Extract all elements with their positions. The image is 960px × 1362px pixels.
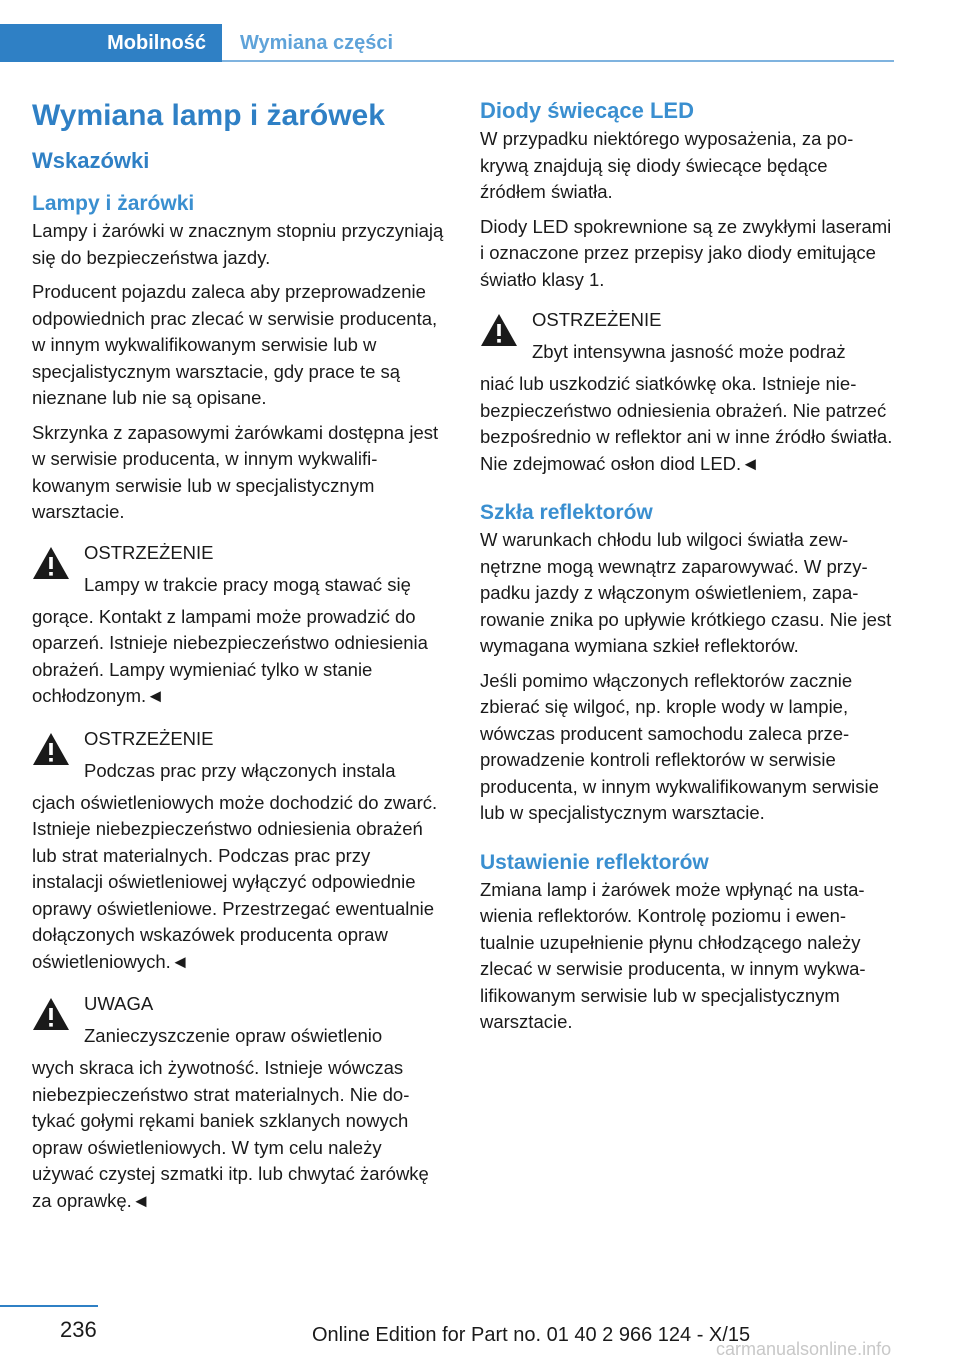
paragraph: Zmiana lamp i żarówek może wpłynąć na ustawienia reflektorów. Kontrolę poziomu i ewentualnie uzupełnienie płynu chłodzącego należy zlecać w serwisie producenta, w innym wykwalifikowanym serwisie lub w specjalistycznym warsztacie. [480, 878, 866, 1032]
paragraph: Jeśli pomimo włączonych reflektorów zacznie zbierać się wilgoć, np. krople wody w lampie, wówczas producent samochodu zaleca przeprowadzenie kontroli reflektorów w serwisie producenta, w innym wykwalifikowanym serwisie lub w specjalistycznym warsztacie. [480, 669, 879, 823]
page-number: 236 [60, 1317, 97, 1342]
page-title: Wymiana lamp i żarówek [32, 99, 385, 132]
warning-label: OSTRZEŻENIE [84, 541, 214, 563]
warning-text-first: Zbyt intensywna jasność może podraż [532, 341, 846, 362]
warning-text-first: Podczas prac przy włączonych instala [84, 759, 396, 781]
warning-text: niać lub uszkodzić siatkówkę oka. Istnieje niebezpieczeństwo odniesienia obrażeń. Nie patrzeć bezpośrednio w reflektor ani w inne źródło światła. Nie zdejmować osłon diod LED.◄ [480, 373, 893, 474]
section-heading-led: Diody świecące LED [480, 98, 694, 123]
warning-text-first: Lampy w trakcie pracy mogą stawać się [84, 573, 411, 595]
paragraph: Lampy i żarówki w znacznym stopniu przyczyniają się do bezpieczeństwa jazdy. [32, 220, 444, 268]
section-subtitle: Wskazówki [32, 148, 150, 173]
section-heading-glass: Szkła reflektorów [480, 501, 653, 524]
warning-triangle-icon [32, 997, 70, 1031]
warning-block [32, 991, 446, 1214]
section-heading-lamps: Lampy i żarówki [32, 192, 195, 215]
warning-text: gorące. Kontakt z lampami może prowadzić do oparzeń. Istnieje niebezpieczeństwo odniesienia obrażeń. Lampy wymieniać tylko w stanie ochłodzonym.◄ [32, 605, 428, 706]
header-divider [222, 60, 894, 62]
notice-label: UWAGA [84, 993, 154, 1014]
tab-mobilnosc[interactable]: Mobilność [0, 24, 222, 62]
warning-block [480, 307, 894, 477]
warning-label: OSTRZEŻENIE [532, 309, 662, 330]
warning-block [32, 726, 446, 976]
warning-text-first: Zanieczyszczenie opraw oświetlenio [84, 1025, 383, 1046]
left-column [32, 96, 446, 1230]
footer-divider [0, 1305, 98, 1307]
warning-text: cjach oświetleniowych może dochodzić do zwarć. Istnieje niebezpieczeństwo odniesienia obrażeń lub strat materialnych. Podczas prac przy instalacji oświetleniowej wyłączyć odpowiednie oprawy oświetleniowe. Przestrzegać ewentualnie dołączonych wskazówek producenta opraw oświetleniowych.◄ [32, 791, 438, 972]
warning-text: wych skraca ich żywotność. Istnieje wówczas niebezpieczeństwo strat materialnych. Nie dotykać gołymi rękami baniek szklanych nowych opraw oświetleniowych. W tym celu należy używać czystej szmatki itp. lub chwytać żarówkę za oprawkę.◄ [32, 1057, 429, 1211]
section-heading-adjust: Ustawienie reflektorów [480, 850, 709, 874]
header-bar [0, 0, 960, 66]
paragraph: Producent pojazdu zaleca aby przeprowadzenie odpowiednich prac zlecać w serwisie producenta, w innym wykwalifikowanym serwisie lub w specjalistycznym warsztacie, gdy prace te są nieznane lub nie są opisane. [32, 281, 438, 408]
warning-triangle-icon [32, 732, 70, 766]
paragraph: Diody LED spokrewnione są ze zwykłymi laserami i oznaczone przez przepisy jako diody emitujące światło klasy 1. [480, 215, 892, 290]
paragraph: W przypadku niektórego wyposażenia, za pokrywą znajdują się diody świecące będące źródłem światła. [480, 128, 854, 202]
paragraph: W warunkach chłodu lub wilgoci światła zewnętrzne mogą wewnątrz zaparowywać. W przypadku jazdy z włączonym oświetleniem, zaparowanie znika po upływie krótkiego czasu. Nie jest wymagana wymiana szkieł reflektorów. [480, 529, 892, 656]
warning-label: OSTRZEŻENIE [84, 727, 214, 749]
edition-info: Online Edition for Part no. 01 40 2 966 124 - X/15 [312, 1324, 751, 1346]
paragraph: Skrzynka z zapasowymi żarówkami dostępna jest w serwisie producenta, w innym wykwalifikowanym serwisie lub w specjalistycznym warsztacie. [32, 421, 439, 522]
watermark: carmanualsonline.info [716, 1339, 892, 1359]
warning-block [32, 540, 446, 710]
right-column [480, 96, 894, 1044]
tab-wymiana-czesci[interactable]: Wymiana części [240, 32, 394, 54]
warning-triangle-icon [32, 546, 70, 580]
warning-triangle-icon [480, 313, 518, 347]
